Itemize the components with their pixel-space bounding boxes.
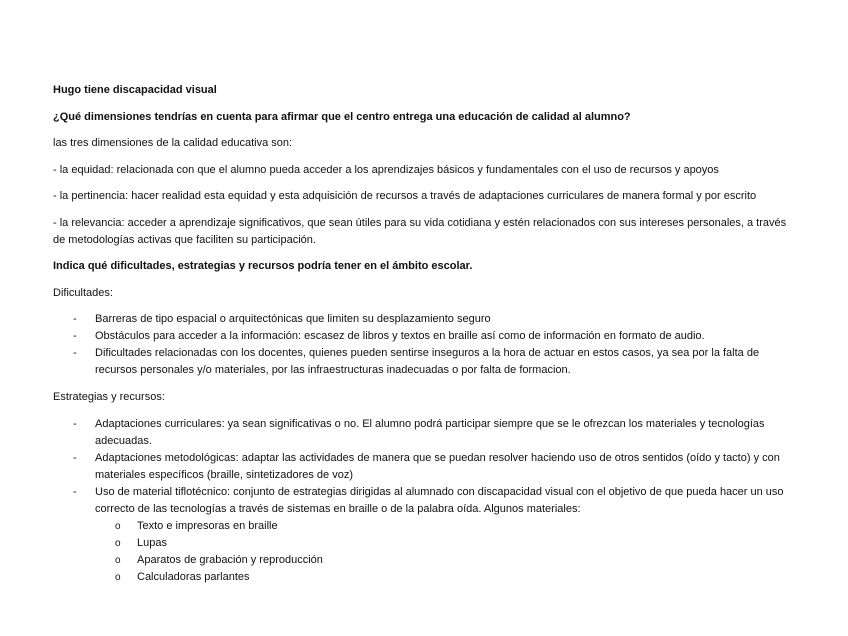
document-page bbox=[53, 82, 798, 596]
dimension-equity: - la equidad: relacionada con que el alumno pueda acceder a los aprendizajes básicos y fundamentales con el uso de recursos y apoyos bbox=[53, 163, 719, 176]
strategies-list bbox=[53, 416, 798, 586]
list-item bbox=[53, 311, 798, 328]
list-item bbox=[53, 345, 798, 379]
list-item-text: Lupas bbox=[137, 536, 167, 549]
list-item-text: Uso de material tiflotécnico: conjunto de estrategias dirigidas al alumnado con discapacidad visual con el objetivo de que pueda hacer un uso correcto de las tecnologías a través de sistemas en braille o de la palabra oída. Algunos materiales: bbox=[95, 485, 784, 515]
list-item bbox=[95, 535, 798, 552]
list-item bbox=[95, 518, 798, 535]
list-item bbox=[53, 450, 798, 484]
list-item-text: Obstáculos para acceder a la información: escasez de libros y textos en braille así como de información en formato de audio. bbox=[95, 330, 705, 342]
dimension-relevance-pertinence: - la pertinencia: hacer realidad esta equidad y esta adquisición de recursos a través de adaptaciones curriculares de manera formal y por escrito bbox=[53, 190, 757, 202]
list-item-text: Texto e impresoras en braille bbox=[137, 519, 278, 532]
list-item-text: Adaptaciones curriculares: ya sean significativas o no. El alumno podrá participar siempre que se le ofrezcan los materiales y tecnologías adecuadas. bbox=[95, 417, 765, 447]
bullet-circle: o bbox=[115, 554, 121, 566]
list-item bbox=[53, 416, 798, 450]
bullet-circle: o bbox=[115, 520, 121, 532]
list-item-text: Dificultades relacionadas con los docentes, quienes pueden sentirse inseguros a la hora de actuar en estos casos, ya sea por la falta de recursos personales y/o materiales, por las infraestructuras inadecuadas o por falta de formacion. bbox=[95, 347, 760, 376]
bullet-dash: - bbox=[73, 330, 77, 342]
bullet-dash: - bbox=[73, 451, 77, 464]
bullet-dash: - bbox=[73, 347, 77, 359]
bullet-dash: - bbox=[73, 417, 77, 430]
list-item-text: Aparatos de grabación y reproducción bbox=[137, 553, 323, 566]
list-item-text: Barreras de tipo espacial o arquitectónicas que limiten su desplazamiento seguro bbox=[95, 313, 491, 325]
strategies-heading: Estrategias y recursos: bbox=[53, 391, 165, 403]
list-item bbox=[95, 569, 798, 586]
list-item-text: Calculadoras parlantes bbox=[137, 570, 250, 583]
bullet-dash: - bbox=[73, 313, 77, 325]
dimensions-intro: las tres dimensiones de la calidad educativa son: bbox=[53, 137, 293, 149]
difficulties-heading: Dificultades: bbox=[53, 286, 113, 299]
bullet-circle: o bbox=[115, 571, 121, 583]
bullet-dash: - bbox=[73, 485, 77, 498]
list-item bbox=[95, 552, 798, 569]
document-title: Hugo tiene discapacidad visual bbox=[53, 84, 217, 96]
list-item bbox=[53, 484, 798, 586]
dimension-relevance: - la relevancia: acceder a aprendizaje significativos, que sean útiles para su vida cotidiana y estén relacionados con sus intereses personales, a través de metodologías activas que faciliten su participación. bbox=[53, 216, 787, 246]
materials-list bbox=[95, 518, 798, 586]
difficulties-list bbox=[53, 311, 798, 379]
question-1: ¿Qué dimensiones tendrías en cuenta para afirmar que el centro entrega una educación de calidad al alumno? bbox=[53, 110, 631, 123]
bullet-circle: o bbox=[115, 537, 121, 549]
list-item-text: Adaptaciones metodológicas: adaptar las actividades de manera que se puedan resolver haciendo uso de otros sentidos (oído y tacto) y con materiales específicos (braille, sintetizadores de voz) bbox=[95, 451, 780, 481]
question-2: Indica qué dificultades, estrategias y recursos podría tener en el ámbito escolar. bbox=[53, 260, 473, 272]
list-item bbox=[53, 328, 798, 345]
